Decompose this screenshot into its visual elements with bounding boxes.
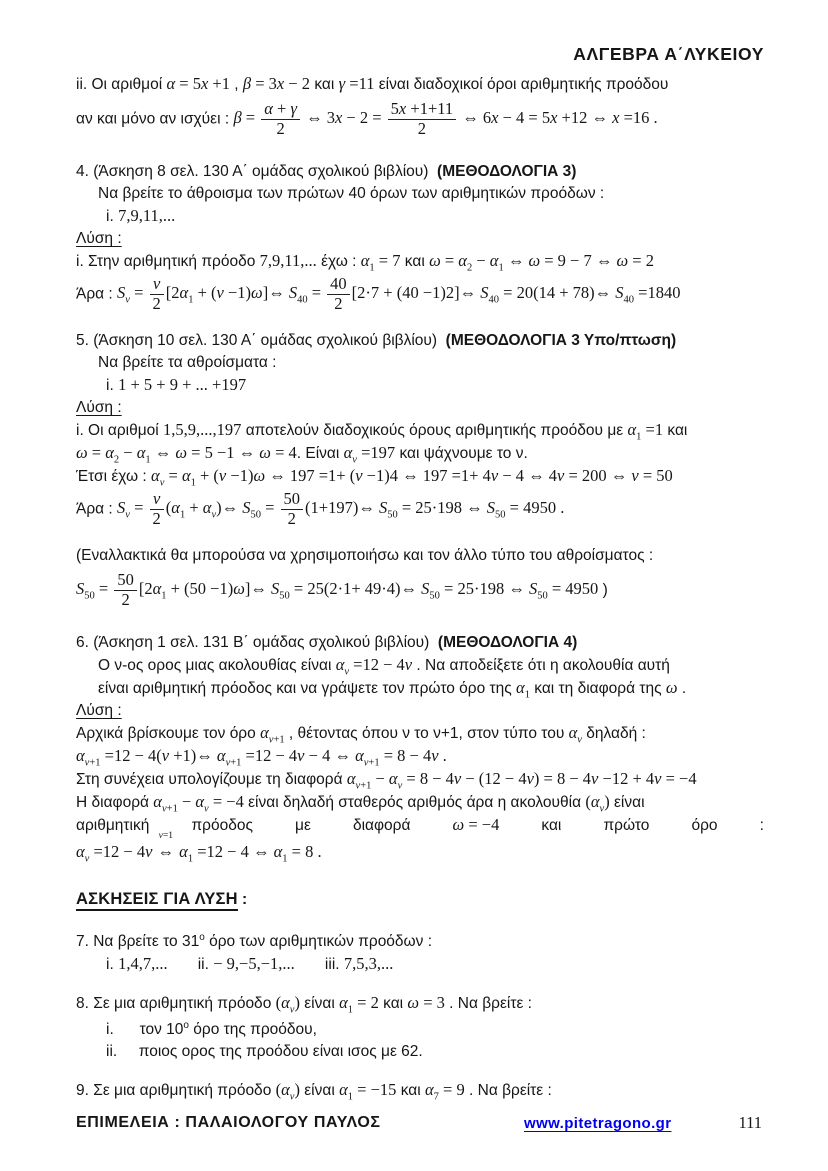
alternative-note: (Εναλλακτικά θα μπορούσα να χρησιμοποιήσω και τον άλλο τύπο του αθροίσματος : xyxy=(76,546,654,564)
exercise-5-heading: 5. (Άσκηση 10 σελ. 130 Α΄ ομάδας σχολικού βιβλίου) (ΜΕΘΟΔΟΛΟΓΙΑ 3 Υπο/πτωση) xyxy=(76,331,677,349)
solution-6-step-1: Αρχικά βρίσκουμε τον όρο $\alpha_{\nu+1}$ , θέτοντας όπου ν το ν+1, στον τύπο του $\alpha_\nu$ δηλαδή : xyxy=(76,722,646,746)
exercise-9-heading: 9. Σε μια αριθμητική πρόοδο $(\alpha_\nu)$ είναι $\alpha_1 = -15$ και $\alpha_7 = 9$ . Να βρείτε : xyxy=(76,1080,552,1103)
editor-credit: ΕΠΙΜΕΛΕΙΑ : ΠΑΛΑΙΟΛΟΓΟΥ ΠΑΥΛΟΣ xyxy=(76,1114,381,1131)
exercise-4-prompt: Να βρείτε το άθροισμα των πρώτων 40 όρων των αριθμητικών προόδων : xyxy=(98,184,605,202)
solution-5-label: Λύση : xyxy=(76,398,122,416)
page-number: 111 xyxy=(738,1113,762,1132)
solution-6-step-4: Η διαφορά $\alpha_{\nu+1} - \alpha_\nu = -4$ είναι δηλαδή σταθερός αριθμός άρα η ακολουθία $(\alpha_\nu)$ είναι xyxy=(76,791,645,815)
exercise-7-heading: 7. Να βρείτε το $31^o$ όρο των αριθμητικών προόδων : xyxy=(76,931,433,950)
solution-5-step-1: i. Οι αριθμοί 1,5,9,...,197 αποτελούν διαδοχικούς όρους αριθμητικής προόδου με $\alpha_1 =1$ και xyxy=(76,419,688,443)
exercise-8-item-ii: ii. ποιος ορος της προόδου είναι ισος με 62. xyxy=(106,1043,423,1061)
solution-6-label: Λύση : xyxy=(76,701,122,719)
solution-6-step-3: Στη συνέχεια υπολογίζουμε τη διαφορά $\alpha_{\nu+1} - \alpha_\nu = 8 - 4\nu - (12 - 4\nu) = 8 - 4\nu -12 + 4\nu = -4$ xyxy=(76,768,697,792)
exercise-6-heading: 6. (Άσκηση 1 σελ. 131 Β΄ ομάδας σχολικού βιβλίου) (ΜΕΘΟΔΟΛΟΓΙΑ 4) xyxy=(76,633,578,651)
exercise-5-prompt: Να βρείτε τα αθροίσματα : xyxy=(98,353,277,371)
exercise-7-sequences: i. 1,4,7,... ii. − 9,−5,−1,... iii. 7,5,3,... xyxy=(106,953,394,973)
exercise-4-sequence: i. 7,9,11,... xyxy=(106,205,176,225)
page-footer xyxy=(76,1113,764,1137)
solution-5-step-4: Άρα : $S_\nu$ = $\frac{\nu}{2}$ ($\alpha_1$ + $\alpha_\nu)\Leftrightarrow$ $S_{50}$ = $\frac{50}{2}$ (1+197)⇔ $S_{50} = 25\cdot 198$ ⇔ $S_{50} = 4950$ . xyxy=(76,488,565,528)
exercise-5-sum: i. 1 + 5 + 9 + ... +197 xyxy=(106,374,247,394)
solution-4-step-2: Άρα : $S_\nu$ = $\frac{\nu}{2}$ [$2\alpha_1 + (\nu$ −1)ω]⇔ $S_{40}$ = $\frac{40}{2}$ [2·7 + (40 −1)2]⇔ $S_{40} = 20(14$ + 78)⇔ $S_{40} =1840$ xyxy=(76,273,681,313)
homework-heading: ΑΣΚΗΣΕΙΣ ΓΙΑ ΛΥΣΗ : xyxy=(76,888,764,911)
solution-6-step-5: αριθμητική πρόοδος με διαφορά ω = −4 και πρώτο όρο : xyxy=(76,814,764,834)
item-ii-statement: ii. Οι αριθμοί α = 5x +1 , β = 3x − 2 και γ =11 είναι διαδοχικοί όροι αριθμητικής προόδου xyxy=(76,74,669,93)
solution-4-step-1: i. Στην αριθμητική πρόοδο 7,9,11,... έχω : $\alpha_1 = 7$ και $\omega = \alpha_2 - \alpha_1$ ⇔ ω = 9 − 7 ⇔ ω = 2 xyxy=(76,250,654,274)
solution-6-step-2: $\alpha_{\nu+1} =12 - 4(\nu$ +1)⇔ $\alpha_{\nu+1} =12 - 4\nu - 4$ ⇔ $\alpha_{\nu+1} = 8 - 4\nu$ . xyxy=(76,745,447,769)
item-ii-equation: αν και μόνο αν ισχύει : β = $\frac{\alpha + \gamma}{2}$ ⇔ 3x − 2 = $\frac{5x +1+11}{2}$ ⇔ 6x − 4 = 5x +12 ⇔ x =16 . xyxy=(76,99,658,138)
exercise-6-statement-2: είναι αριθμητική πρόοδος και να γράψετε τον πρώτο όρο της $\alpha_1$ και τη διαφορά της ω . xyxy=(98,677,687,701)
exercise-8-heading: 8. Σε μια αριθμητική πρόοδο $(\alpha_\nu)$ είναι $\alpha_1 = 2$ και ω = 3 . Να βρείτε : xyxy=(76,992,532,1016)
solution-6-step-6: $\alpha_\nu =12 - 4\nu$ ν=1 ⇔ $\alpha_1 =12 - 4$ ⇔ $\alpha_1 = 8$ . xyxy=(76,831,322,865)
exercise-4-heading: 4. (Άσκηση 8 σελ. 130 Α΄ ομάδας σχολικού βιβλίου) (ΜΕΘΟΔΟΛΟΓΙΑ 3) xyxy=(76,162,577,180)
exercise-6-statement-1: Ο ν-ος ορος μιας ακολουθίας είναι $\alpha_\nu =12 - 4\nu$ . Να αποδείξετε ότι η ακολουθία αυτή xyxy=(98,654,670,678)
solution-5-step-2: $\omega = \alpha_2 - \alpha_1$ ⇔ ω = 5 −1 ⇔ ω = 4. Είναι $\alpha_\nu =197$ και ψάχνουμε το ν. xyxy=(76,442,528,466)
page-title: ΑΛΓΕΒΡΑ Α΄ΛΥΚΕΙΟΥ xyxy=(573,44,764,64)
alternative-formula: $S_{50}$ = $\frac{50}{2}$ [$2\alpha_1 + (50$ −1)ω]⇔ $S_{50} = 25(2\cdot 1+$ 49·4)⇔ $S_{50} = 25\cdot 198$ ⇔ $S_{50} = 4950$ ) xyxy=(76,569,608,609)
solution-4-label: Λύση : xyxy=(76,229,122,247)
solution-5-step-3: Έτσι έχω : $\alpha_\nu = \alpha_1 + (\nu -1)\omega$ ⇔ 197 =1+ (ν −1)4 ⇔ 197 =1+ 4ν − 4 ⇔ 4ν = 200 ⇔ ν = 50 xyxy=(76,465,673,489)
document-body xyxy=(76,44,764,1102)
exercise-8-item-i: i. τον $10^o$ όρο της προόδου, xyxy=(106,1019,317,1039)
website-link[interactable]: www.pitetragono.gr xyxy=(524,1115,672,1132)
